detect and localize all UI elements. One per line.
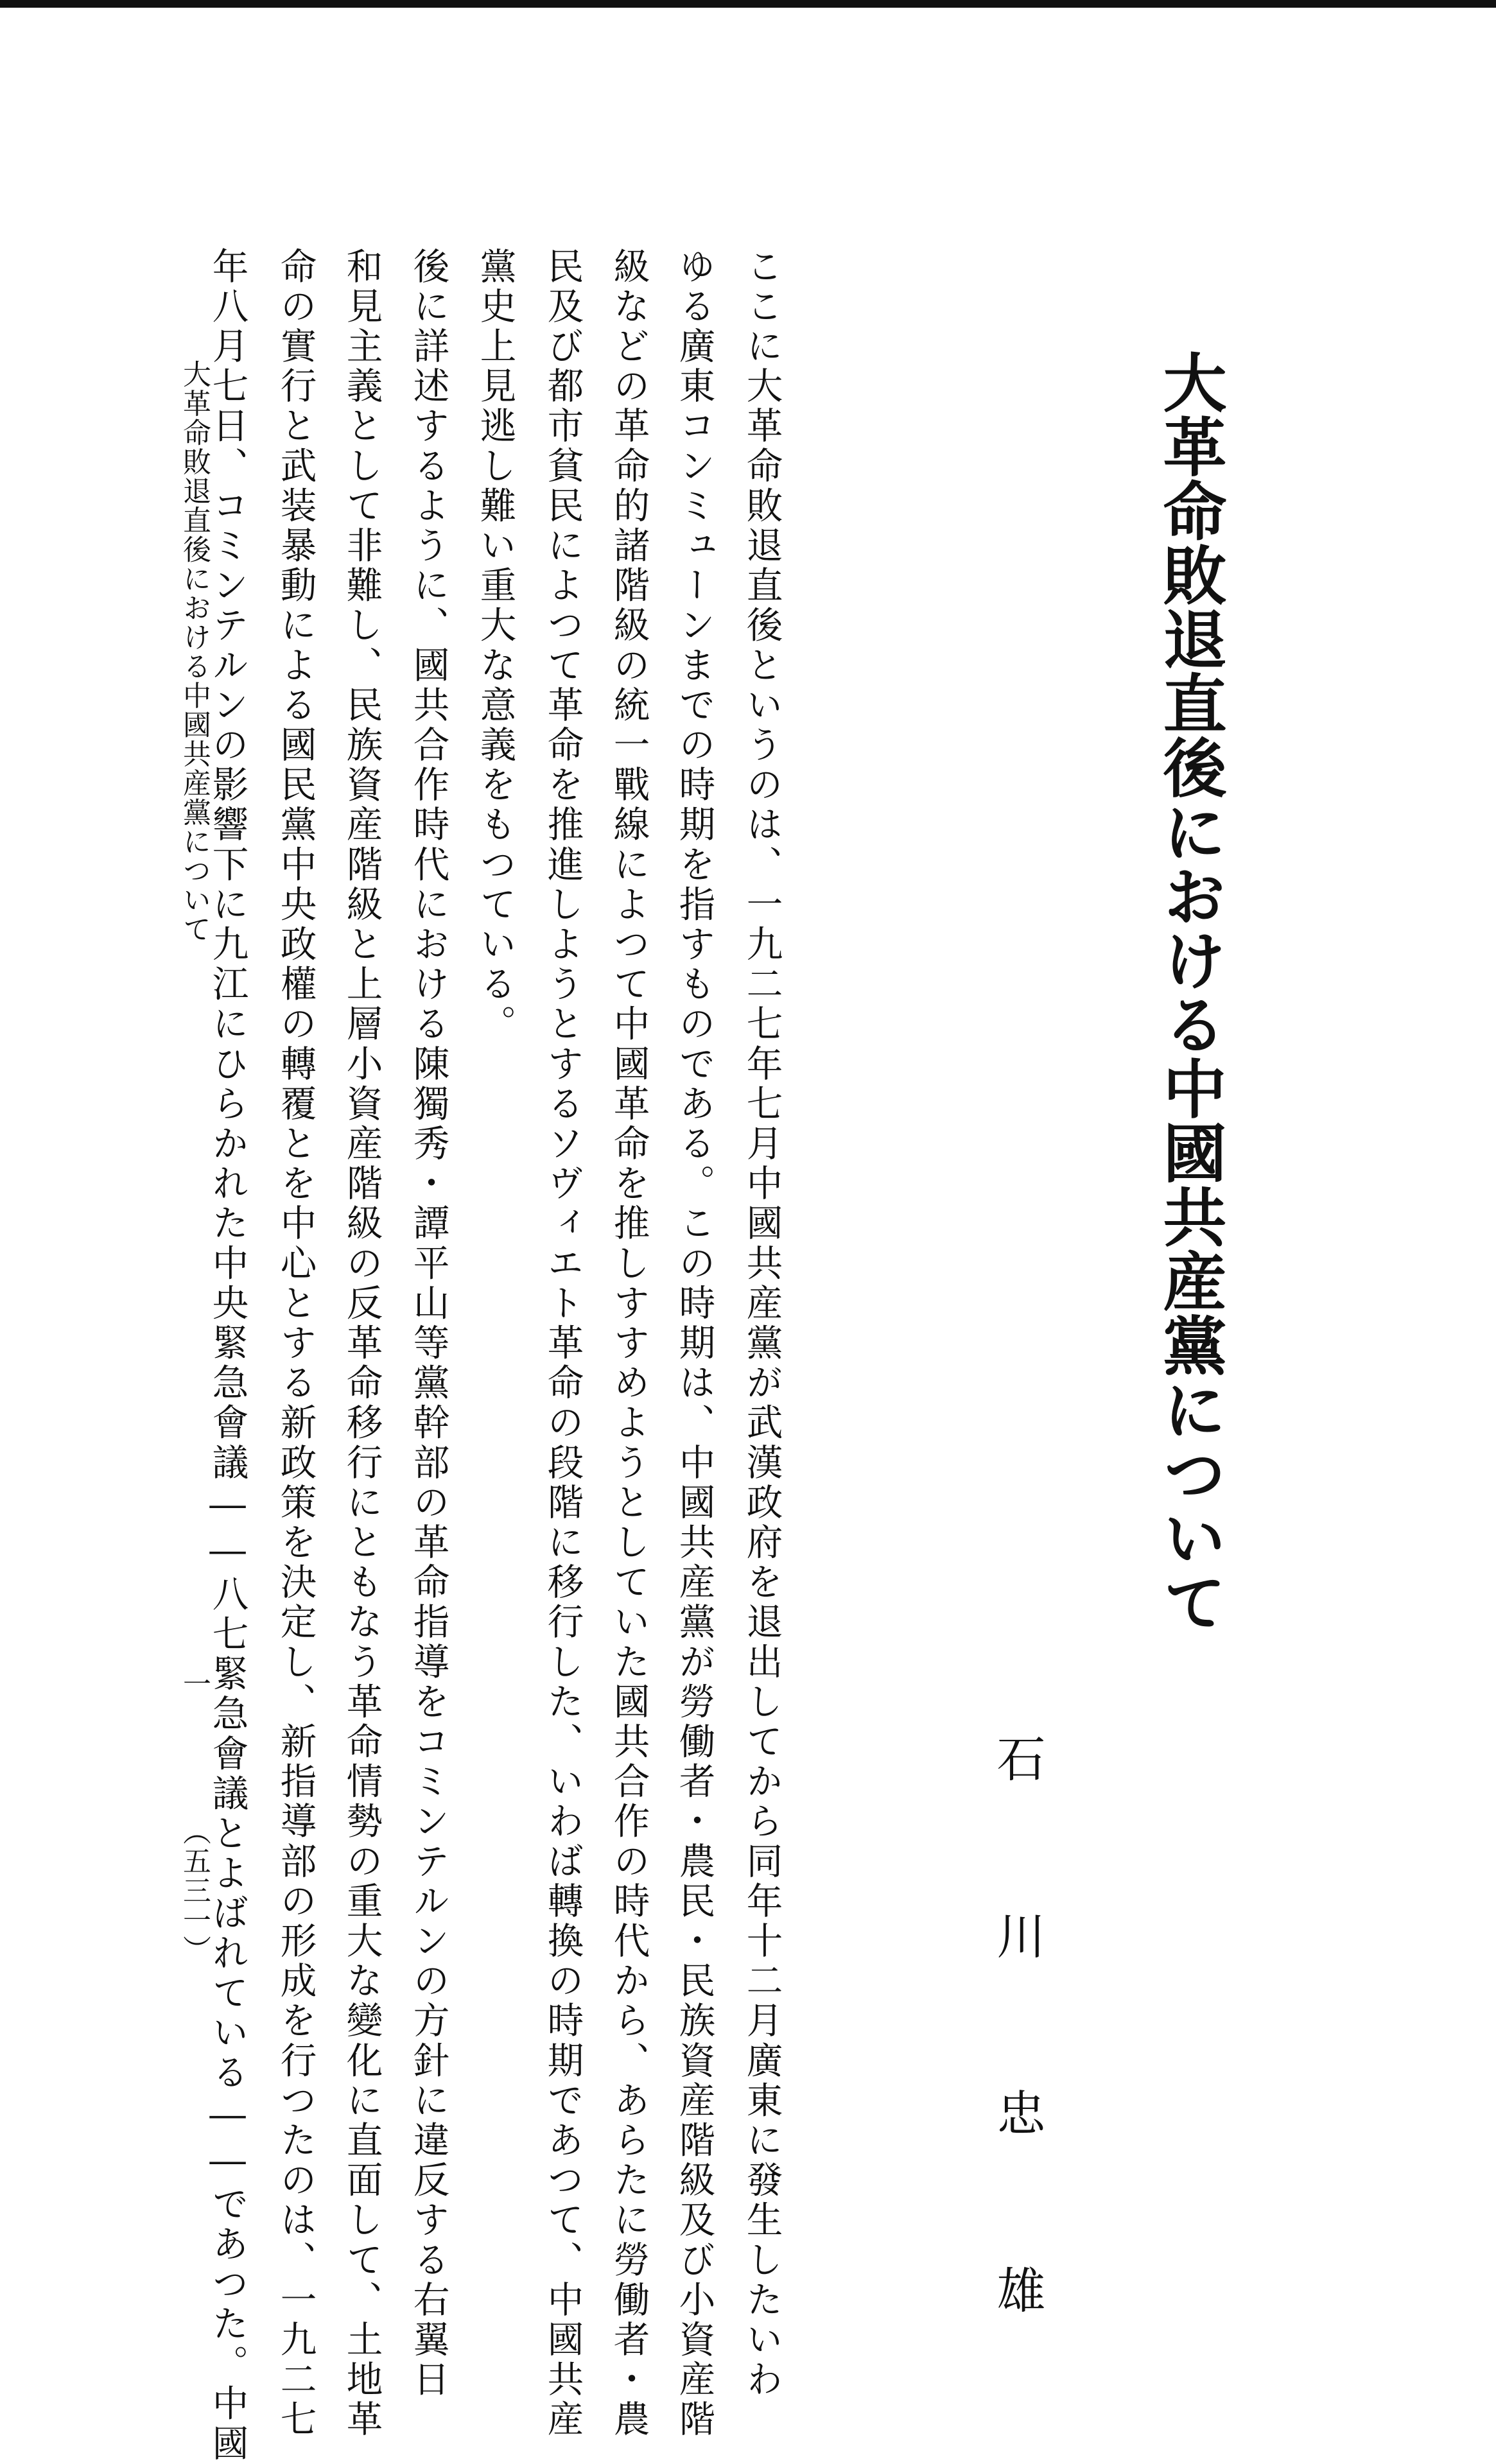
serial-page-number: （五三一） [178, 1817, 211, 1965]
body-column-7: 和見主義として非難し、民族資産階級と上層小資産階級の反革命移行にともなう革命情勢の重大な變化に直面して、土地革 [340, 247, 383, 2440]
body-column-3: 級などの革命的諸階級の統一戰線によつて中國革命を推しすすめようとしていた國共合作の時代から、あらたに勞働者・農 [607, 247, 650, 2440]
author-name: 石川忠雄 [989, 1733, 1046, 2442]
body-column-1: ここに大革命敗退直後というのは、一九二七年七月中國共産黨が武漢政府を退出してから同年十二月廣東に發生したいわ [740, 247, 783, 2400]
body-column-8: 命の實行と武装暴動による國民黨中央政權の轉覆とを中心とする新政策を決定し、新指導部の形成を行つたのは、一九二七 [274, 247, 317, 2440]
body-column-9: 年八月七日、コミンテルンの影響下に九江にひらかれた中央緊急會議――八七緊急會議とよばれている――であつた。中國 [206, 247, 249, 2464]
body-column-6: 後に詳述するように、國共合作時代における陳獨秀・譚平山等黨幹部の革命指導をコミンテルンの方針に違反する右翼日 [407, 247, 450, 2400]
running-title: 大革命敗退直後における中國共産黨について [178, 360, 211, 944]
section-number [0, 0, 39, 58]
body-column-4: 民及び都市貧民によつて革命を推進しようとするソヴィエト革命の段階に移行した、いわば轉換の時期であつて、中國共産 [541, 247, 584, 2440]
section-number-glyph [0, 0, 1496, 8]
page-number: 一 [178, 1669, 211, 1697]
body-column-2: ゆる廣東コンミューンまでの時期を指すものである。この時期は、中國共産黨が勞働者・農民・民族資産階級及び小資産階 [673, 247, 716, 2440]
body-column-5: 黨史上見逃し難い重大な意義をもつている。 [474, 247, 517, 1045]
article-title: 大革命敗退直後における中國共産黨について [1152, 350, 1227, 1634]
